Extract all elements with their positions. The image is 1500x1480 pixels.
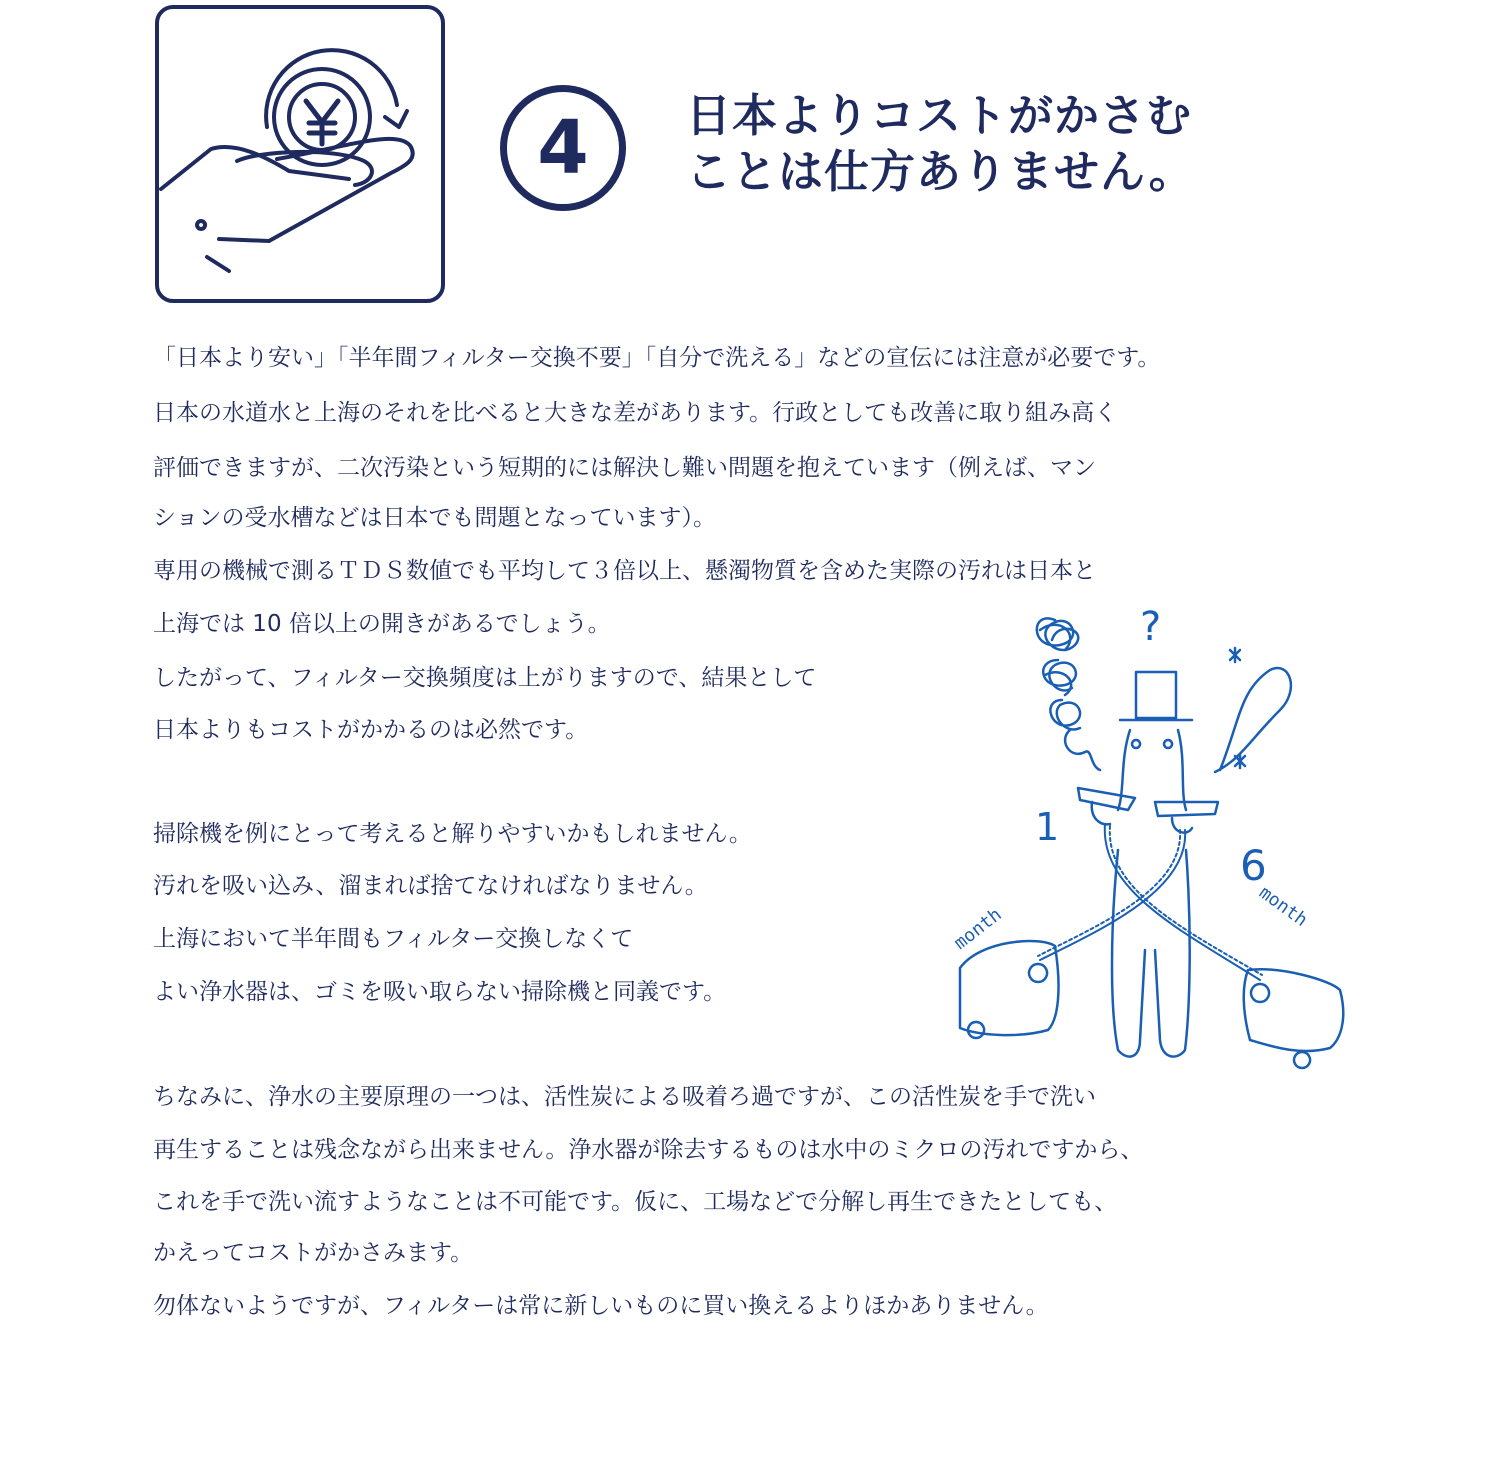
paragraph-line: 掃除機を例にとって考えると解りやすいかもしれません。 (153, 821, 752, 847)
paragraph-line: 上海では 10 倍以上の開きがあるでしょう。 (153, 611, 611, 637)
paragraph-line: 評価できますが、二次汚染という短期的には解決し難い問題を抱えています（例えば、マン (153, 455, 1096, 481)
paragraph-line: 勿体ないようですが、フィルターは常に新しいものに買い換えるよりほかありません。 (153, 1293, 1049, 1319)
paragraph-line: 日本の水道水と上海のそれを比べると大きな差があります。行政としても改善に取り組み高く (153, 400, 1118, 426)
label-left-word: month (950, 904, 1006, 954)
clean-water-wave-icon (1215, 648, 1291, 772)
label-right-number: 6 (1240, 841, 1267, 890)
paragraph-line: ションの受水槽などは日本でも問題となっています）。 (153, 505, 717, 531)
page-title (686, 88, 1195, 200)
paragraph-line: 専用の機械で測るＴＤＳ数値でも平均して３倍以上、懸濁物質を含めた実際の汚れは日本と (153, 558, 1096, 584)
paragraph-line: 日本よりもコストがかかるのは必然です。 (153, 717, 589, 743)
label-right-word: month (1255, 882, 1312, 931)
paragraph-line: これを手で洗い流すようなことは不可能です。仮に、工場などで分解し再生できたとしても、 (153, 1189, 1118, 1215)
vacuum-cleaner-illustration (940, 590, 1360, 1084)
vacuum-head-right-icon (1155, 802, 1218, 833)
paragraph-line: したがって、フィルター交換頻度は上がりますので、結果として (153, 665, 817, 691)
vacuum-head-left-icon (1078, 788, 1135, 824)
title-line-2: ことは仕方ありません。 (686, 145, 1195, 198)
paragraph-line: よい浄水器は、ゴミを吸い取らない掃除機と同義です。 (153, 979, 727, 1005)
step-number: 4 (537, 105, 589, 191)
title-line-1: 日本よりコストがかさむ (686, 89, 1193, 142)
paragraph-line: 上海において半年間もフィルター交換しなくて (153, 926, 634, 952)
paragraph-line: 「日本より安い」「半年間フィルター交換不要」「自分で洗える」などの宣伝には注意が必要です。 (153, 345, 1161, 371)
paragraph-line: かえってコストがかさみます。 (153, 1240, 474, 1266)
vacuum-hose-icon (1038, 824, 1262, 980)
question-mark: ? (1140, 604, 1162, 650)
label-left-number: 1 (1035, 805, 1060, 849)
top-hat-icon (1120, 672, 1192, 720)
vacuum-body-left-icon (960, 941, 1059, 1038)
yen-coin-in-hand-icon (155, 5, 445, 303)
dirt-scribble-icon (1037, 618, 1100, 770)
paragraph-line: 汚れを吸い込み、溜まれば捨てなければなりません。 (153, 873, 708, 899)
vacuum-body-right-icon (1244, 969, 1344, 1068)
paragraph-line: 再生することは残念ながら出来ません。浄水器が除去するものは水中のミクロの汚れですから、 (153, 1137, 1144, 1163)
step-number-badge (500, 85, 626, 211)
character-icon (1112, 730, 1190, 1057)
paragraph-line: ちなみに、浄水の主要原理の一つは、活性炭による吸着ろ過ですが、この活性炭を手で洗い (153, 1084, 1096, 1110)
